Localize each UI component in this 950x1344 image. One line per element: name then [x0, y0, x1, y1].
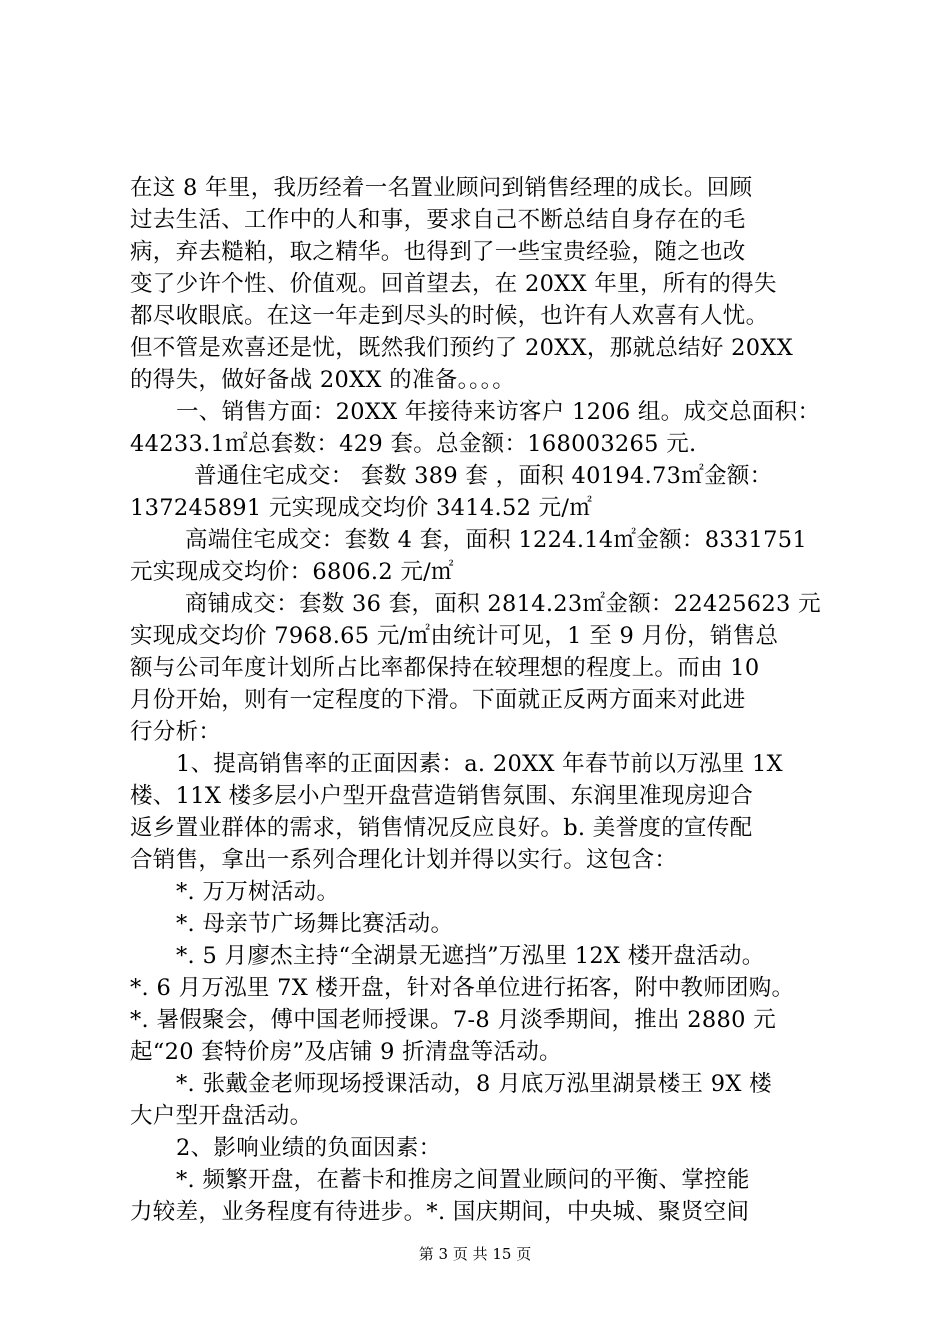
- text-line: 137245891 元实现成交均价 3414.52 元/㎡: [130, 495, 593, 521]
- text-line: *. 6 月万泓里 7X 楼开盘，针对各单位进行拓客，附中教师团购。: [130, 975, 795, 1001]
- text-line: 一、销售方面：20XX 年接待来访客户 1206 组。成交总面积：: [176, 399, 821, 425]
- text-line: 大户型开盘活动。: [130, 1103, 313, 1129]
- text-line: 商铺成交：套数 36 套，面积 2814.23㎡金额：22425623 元: [185, 591, 821, 617]
- text-line: 行分析：: [130, 719, 222, 745]
- text-line: 楼、11X 楼多层小户型开盘营造销售氛围、东润里准现房迎合: [130, 783, 754, 809]
- text-line: 合销售，拿出一系列合理化计划并得以实行。这包含：: [130, 847, 678, 873]
- page-footer: 第 3 页 共 15 页: [418, 1245, 532, 1263]
- text-line: *. 张戴金老师现场授课活动，8 月底万泓里湖景楼王 9X 楼: [176, 1071, 772, 1097]
- text-line: *. 5 月廖杰主持“全湖景无遮挡”万泓里 12X 楼开盘活动。: [176, 943, 765, 969]
- text-line: 元实现成交均价：6806.2 元/㎡: [130, 559, 454, 585]
- text-line: 起“20 套特价房”及店铺 9 折清盘等活动。: [130, 1039, 562, 1065]
- text-line: 过去生活、工作中的人和事，要求自己不断总结自身存在的毛: [130, 207, 746, 233]
- body-text: [130, 172, 846, 1228]
- text-line: 都尽收眼底。在这一年走到尽头的时候，也许有人欢喜有人忧。: [130, 303, 769, 329]
- text-line: 高端住宅成交：套数 4 套，面积 1224.14㎡金额：8331751: [185, 527, 808, 553]
- text-line: 病，弃去糙粕，取之精华。也得到了一些宝贵经验，随之也改: [130, 239, 746, 265]
- text-line: 的得失，做好备战 20XX 的准备。。。。: [130, 367, 516, 393]
- text-line: 额与公司年度计划所占比率都保持在较理想的程度上。而由 10: [130, 655, 760, 681]
- text-line: 但不管是欢喜还是忧，既然我们预约了 20XX，那就总结好 20XX: [130, 335, 794, 361]
- text-line: *. 暑假聚会，傅中国老师授课。7-8 月淡季期间，推出 2880 元: [130, 1007, 777, 1033]
- text-line: 变了少许个性、价值观。回首望去，在 20XX 年里，所有的得失: [130, 271, 777, 297]
- text-line: 2、影响业绩的负面因素：: [176, 1135, 442, 1161]
- text-line: 44233.1㎡总套数：429 套。总金额：168003265 元.: [130, 431, 697, 457]
- text-line: 力较差，业务程度有待进步。*. 国庆期间，中央城、聚贤空间: [130, 1199, 750, 1225]
- text-line: 普通住宅成交： 套数 389 套 ，面积 40194.73㎡金额：: [194, 463, 773, 489]
- text-line: 在这 8 年里，我历经着一名置业顾问到销售经理的成长。回顾: [130, 175, 753, 201]
- text-line: *. 母亲节广场舞比赛活动。: [176, 911, 454, 937]
- text-line: 实现成交均价 7968.65 元/㎡由统计可见，1 至 9 月份，销售总: [130, 623, 779, 649]
- text-line: 返乡置业群体的需求，销售情况反应良好。b. 美誉度的宣传配: [130, 815, 753, 841]
- text-line: *. 频繁开盘，在蓄卡和推房之间置业顾问的平衡、掌控能: [176, 1167, 750, 1193]
- text-line: *. 万万树活动。: [176, 879, 340, 905]
- text-line: 1、提高销售率的正面因素：a. 20XX 年春节前以万泓里 1X: [176, 751, 783, 777]
- text-line: 月份开始，则有一定程度的下滑。下面就正反两方面来对此进: [130, 687, 746, 713]
